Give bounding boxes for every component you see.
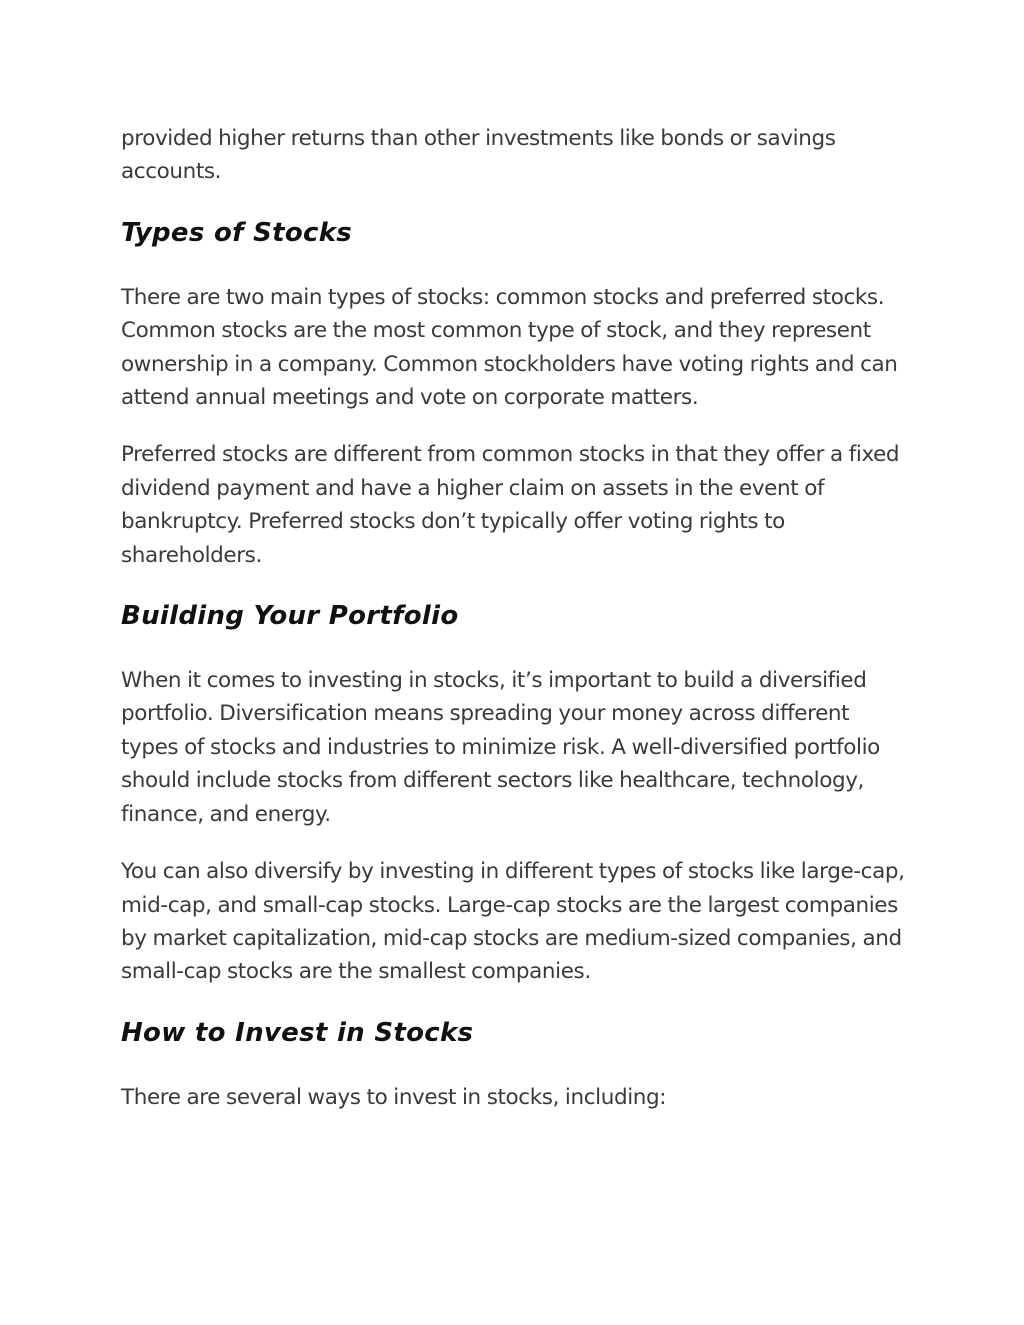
paragraph-portfolio-market-cap: You can also diversify by investing in different types of stocks like large-cap, mid-cap, and small-cap stocks. Large-cap stocks are the largest companies by market capitalization, mid-cap stocks are medium-sized companies, and small-cap stocks are the smallest companies. [121,859,905,985]
document-body [121,122,911,1114]
paragraph-types-common: There are two main types of stocks: common stocks and preferred stocks. Common stocks are the most common type of stock, and they represent ownership in a company. Common stockholders have voting rights and can attend annual meetings and vote on corporate matters. [121,284,898,411]
intro-paragraph: provided higher returns than other investments like bonds or savings accounts. [121,126,836,185]
section-heading-how-to-invest: How to Invest in Stocks [121,1017,474,1048]
section-heading-building-portfolio: Building Your Portfolio [121,601,459,632]
section-heading-types-of-stocks: Types of Stocks [121,217,353,248]
paragraph-types-preferred: Preferred stocks are different from common stocks in that they offer a fixed dividend payment and have a higher claim on assets in the event of bankruptcy. Preferred stocks don’t typically offer voting rights to shareholders. [121,442,900,568]
paragraph-invest-ways: There are several ways to invest in stocks, including: [121,1084,667,1110]
paragraph-portfolio-diversified: When it comes to investing in stocks, it’s important to build a diversified portfolio. Diversification means spreading your money across different types of stocks and industries to minimize risk. A well-diversified portfolio should include stocks from different sectors like healthcare, technology, finance, and energy. [121,668,880,827]
